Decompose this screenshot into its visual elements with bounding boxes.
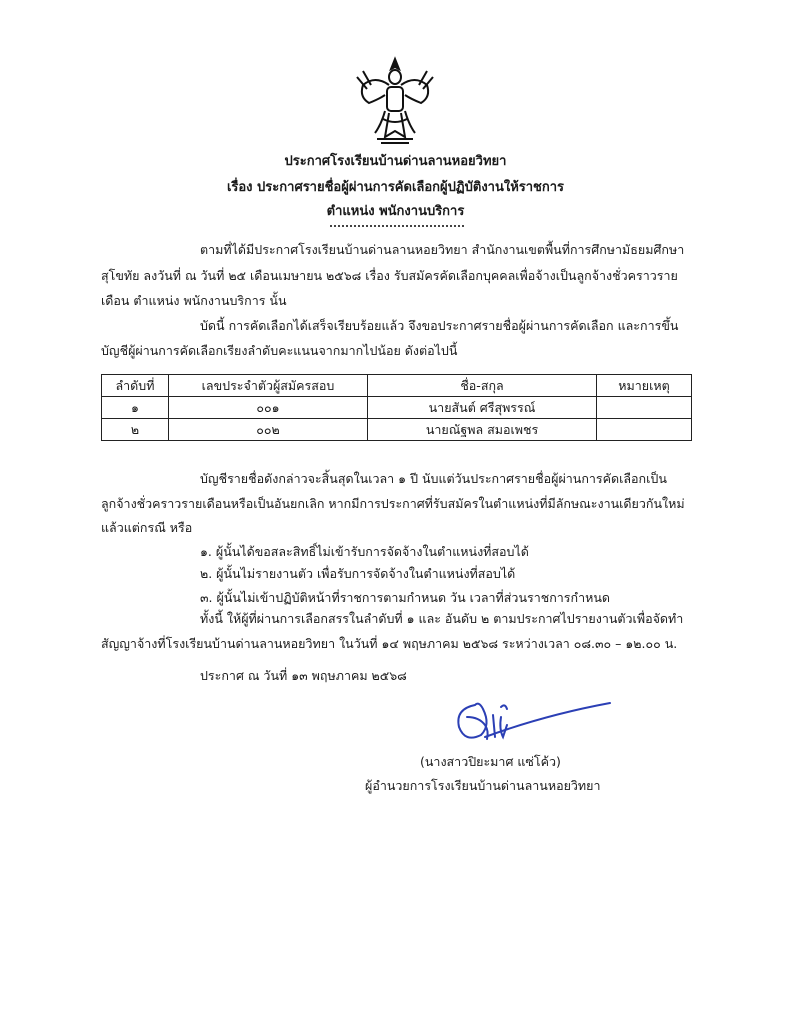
- table-row: [102, 419, 692, 441]
- condition-item: ๑. ผู้นั้นได้ขอสละสิทธิ์ไม่เข้ารับการจัดจ้างในตำแหน่งที่สอบได้: [200, 544, 529, 559]
- table-cell: ๒: [102, 419, 169, 441]
- table-cell: [597, 419, 692, 441]
- body-line: ทั้งนี้ ให้ผู้ที่ผ่านการเลือกสรรในลำดับที่ ๑ และ อันดับ ๒ ตามประกาศไปรายงานตัวเพื่อจัดทำ: [200, 611, 684, 626]
- column-header: ลำดับที่: [102, 375, 169, 397]
- table-cell: ๐๐๒: [169, 419, 368, 441]
- announcement-subject: เรื่อง ประกาศรายชื่อผู้ผ่านการคัดเลือกผู้ปฏิบัติงานให้ราชการ: [226, 180, 565, 195]
- column-header: ชื่อ-สกุล: [368, 375, 597, 397]
- signature-icon: [445, 695, 615, 755]
- intro-line: ตามที่ได้มีประกาศโรงเรียนบ้านด่านลานหอยวิทยา สำนักงานเขตพื้นที่การศึกษามัธยมศึกษา: [200, 242, 685, 257]
- table-cell: ๐๐๑: [169, 397, 368, 419]
- column-header: หมายเหตุ: [597, 375, 692, 397]
- intro-line: บัญชีผู้ผ่านการคัดเลือกเรียงลำดับคะแนนจากมากไปน้อย ดังต่อไปนี้: [101, 343, 458, 358]
- table-row: [102, 397, 692, 419]
- table-cell: นายณัฐพล สมอเพชร: [368, 419, 597, 441]
- announcement-position: ตำแหน่ง พนักงานบริการ: [326, 204, 465, 219]
- table-header-row: [102, 375, 692, 397]
- garuda-emblem-icon: [355, 55, 435, 147]
- results-table: [101, 374, 692, 441]
- body-line: ลูกจ้างชั่วคราวรายเดือนหรือเป็นอันยกเลิก หากมีการประกาศที่รับสมัครในตำแหน่งที่มีลักษณะงานเดียวกันใหม่: [101, 496, 685, 511]
- intro-line: สุโขทัย ลงวันที่ ณ วันที่ ๒๕ เดือนเมษายน ๒๕๖๘ เรื่อง รับสมัครคัดเลือกบุคคลเพื่อจ้างเป็นลูกจ้างชั่วคราวราย: [101, 268, 678, 283]
- condition-item: ๓. ผู้นั้นไม่เข้าปฏิบัติหน้าที่ราชการตามกำหนด วัน เวลาที่ส่วนราชการกำหนด: [200, 590, 610, 605]
- table-cell: ๑: [102, 397, 169, 419]
- body-line: แล้วแต่กรณี หรือ: [101, 520, 193, 535]
- signatory-position: ผู้อำนวยการโรงเรียนบ้านด่านลานหอยวิทยา: [365, 778, 601, 793]
- body-line: บัญชีรายชื่อดังกล่าวจะสิ้นสุดในเวลา ๑ ปี นับแต่วันประกาศรายชื่อผู้ผ่านการคัดเลือกเป็น: [200, 471, 667, 486]
- signatory-name: (นางสาวปิยะมาศ แซ่โค้ว): [420, 754, 561, 769]
- condition-item: ๒. ผู้นั้นไม่รายงานตัว เพื่อรับการจัดจ้างในตำแหน่งที่สอบได้: [200, 566, 516, 581]
- column-header: เลขประจำตัวผู้สมัครสอบ: [169, 375, 368, 397]
- body-line: สัญญาจ้างที่โรงเรียนบ้านด่านลานหอยวิทยา ในวันที่ ๑๔ พฤษภาคม ๒๕๖๘ ระหว่างเวลา ๐๘.๓๐ – ๑๒.๐๐ น.: [101, 636, 678, 651]
- announcement-title: ประกาศโรงเรียนบ้านด่านลานหอยวิทยา: [284, 154, 507, 169]
- table-cell: นายสันต์ ศรีสุพรรณ์: [368, 397, 597, 419]
- intro-line: เดือน ตำแหน่ง พนักงานบริการ นั้น: [101, 293, 287, 308]
- dotted-divider: [330, 225, 464, 227]
- intro-line: บัดนี้ การคัดเลือกได้เสร็จเรียบร้อยแล้ว จึงขอประกาศรายชื่อผู้ผ่านการคัดเลือก และการขึ้น: [200, 318, 679, 333]
- announce-date: ประกาศ ณ วันที่ ๑๓ พฤษภาคม ๒๕๖๘: [200, 668, 407, 683]
- table-cell: [597, 397, 692, 419]
